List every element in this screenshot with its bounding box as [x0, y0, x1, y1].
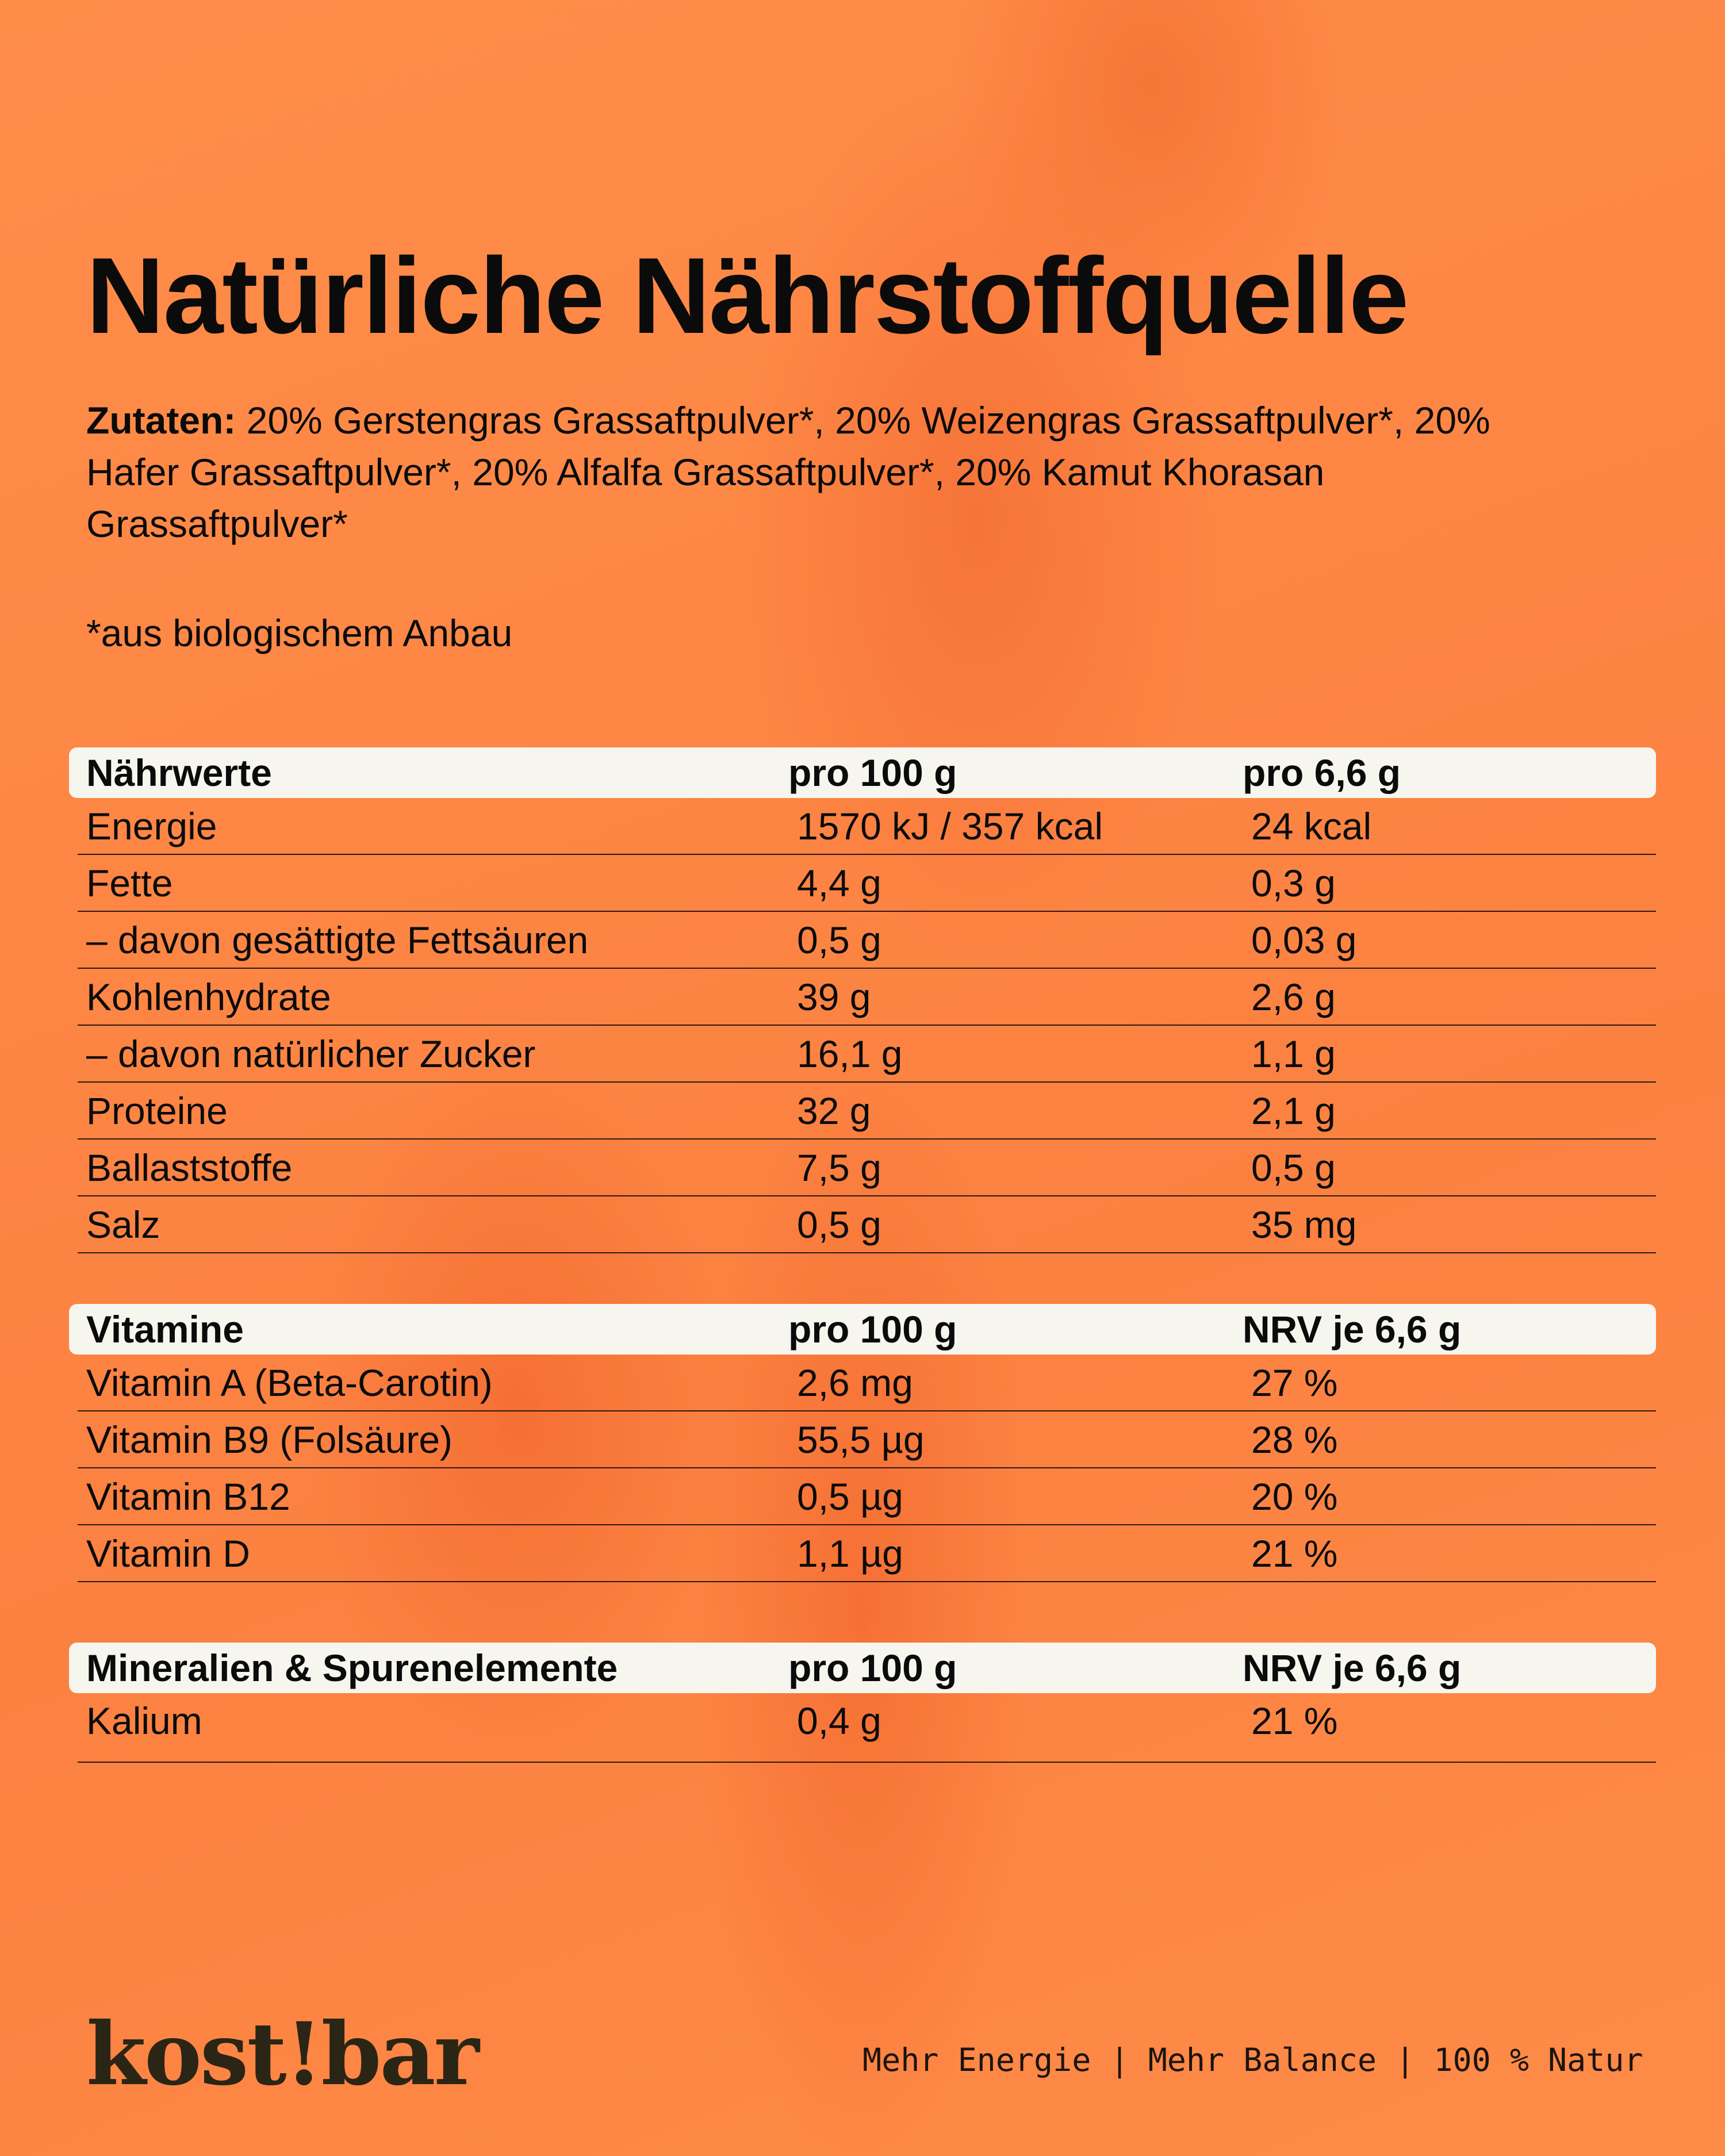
row-label: Salz [86, 1203, 160, 1246]
vitamins-header [69, 1304, 1656, 1355]
row-value-nrv: 28 % [1251, 1418, 1338, 1461]
row-value-100g: 0,4 g [797, 1700, 881, 1742]
row-value-nrv: 21 % [1251, 1700, 1338, 1742]
row-value-serving: 0,03 g [1251, 918, 1357, 961]
row-label: – davon natürlicher Zucker [86, 1032, 536, 1075]
row-label: Ballaststoffe [86, 1146, 293, 1189]
table-row [78, 969, 1656, 1026]
row-value-serving: 2,6 g [1251, 975, 1336, 1018]
row-label: Kalium [86, 1700, 202, 1742]
table-row [78, 912, 1656, 969]
table-row [78, 1140, 1656, 1196]
row-value-100g: 2,6 mg [797, 1361, 913, 1404]
header-cell: NRV je 6,6 g [1243, 1647, 1462, 1689]
row-value-100g: 55,5 µg [797, 1418, 925, 1461]
row-value-100g: 32 g [797, 1089, 871, 1132]
table-row [78, 1468, 1656, 1525]
row-label: Vitamin D [86, 1532, 250, 1575]
row-value-100g: 16,1 g [797, 1032, 903, 1075]
row-label: Fette [86, 861, 173, 904]
row-value-serving: 0,3 g [1251, 861, 1336, 904]
page-title: Natürliche Nährstoffquelle [86, 235, 1408, 356]
table-row [78, 1196, 1656, 1253]
row-value-serving: 24 kcal [1251, 804, 1372, 847]
row-value-100g: 0,5 g [797, 918, 881, 961]
table-row [78, 798, 1656, 855]
table-row [78, 1525, 1656, 1582]
row-label: Energie [86, 804, 217, 847]
table-row [78, 855, 1656, 912]
row-value-100g: 0,5 g [797, 1203, 881, 1246]
header-cell: pro 6,6 g [1243, 751, 1401, 794]
row-value-100g: 7,5 g [797, 1146, 881, 1189]
row-value-nrv: 27 % [1251, 1361, 1338, 1404]
row-value-serving: 0,5 g [1251, 1146, 1336, 1189]
header-cell: Nährwerte [86, 751, 272, 794]
ingredients-list: 20% Gerstengras Grassaftpulver*, 20% Weizengras Grassaftpulver*, 20% Hafer Grassaftpulver*, 20% Alfalfa Grassaftpulver*, 20% Kamut Khorasan Grassaftpulver* [86, 399, 1490, 545]
table-row [78, 1693, 1656, 1763]
row-value-100g: 0,5 µg [797, 1475, 903, 1518]
row-value-100g: 4,4 g [797, 861, 881, 904]
table-row [78, 1355, 1656, 1411]
row-label: Vitamin B12 [86, 1475, 290, 1518]
ingredients-label: Zutaten: [86, 399, 236, 442]
row-value-nrv: 21 % [1251, 1532, 1338, 1575]
row-value-serving: 1,1 g [1251, 1032, 1336, 1075]
nutrition-header [69, 747, 1656, 798]
row-label: Kohlenhydrate [86, 975, 331, 1018]
header-cell: pro 100 g [788, 751, 957, 794]
table-row [78, 1411, 1656, 1468]
organic-footnote: *aus biologischem Anbau [86, 612, 513, 654]
row-value-100g: 1,1 µg [797, 1532, 903, 1575]
row-label: Vitamin A (Beta-Carotin) [86, 1361, 493, 1404]
minerals-header [69, 1643, 1656, 1693]
vitamins-table [69, 1304, 1656, 1582]
row-value-serving: 35 mg [1251, 1203, 1357, 1246]
brand-tagline: Mehr Energie | Mehr Balance | 100 % Natur [862, 2042, 1643, 2078]
header-cell: Vitamine [86, 1308, 244, 1351]
header-cell: Mineralien & Spurenelemente [86, 1647, 618, 1689]
row-label: Proteine [86, 1089, 228, 1132]
brand-logo: kost!bar [86, 2004, 478, 2105]
minerals-table [69, 1643, 1656, 1763]
table-row [78, 1083, 1656, 1140]
header-cell: pro 100 g [788, 1308, 957, 1351]
row-value-serving: 2,1 g [1251, 1089, 1336, 1132]
nutrition-table [69, 747, 1656, 1253]
table-row [78, 1026, 1656, 1083]
row-label: Vitamin B9 (Folsäure) [86, 1418, 453, 1461]
header-cell: NRV je 6,6 g [1243, 1308, 1462, 1351]
ingredients-text [86, 394, 1581, 550]
row-value-100g: 39 g [797, 975, 871, 1018]
row-label: – davon gesättigte Fettsäuren [86, 918, 589, 961]
row-value-100g: 1570 kJ / 357 kcal [797, 804, 1103, 847]
header-cell: pro 100 g [788, 1647, 957, 1689]
row-value-nrv: 20 % [1251, 1475, 1338, 1518]
